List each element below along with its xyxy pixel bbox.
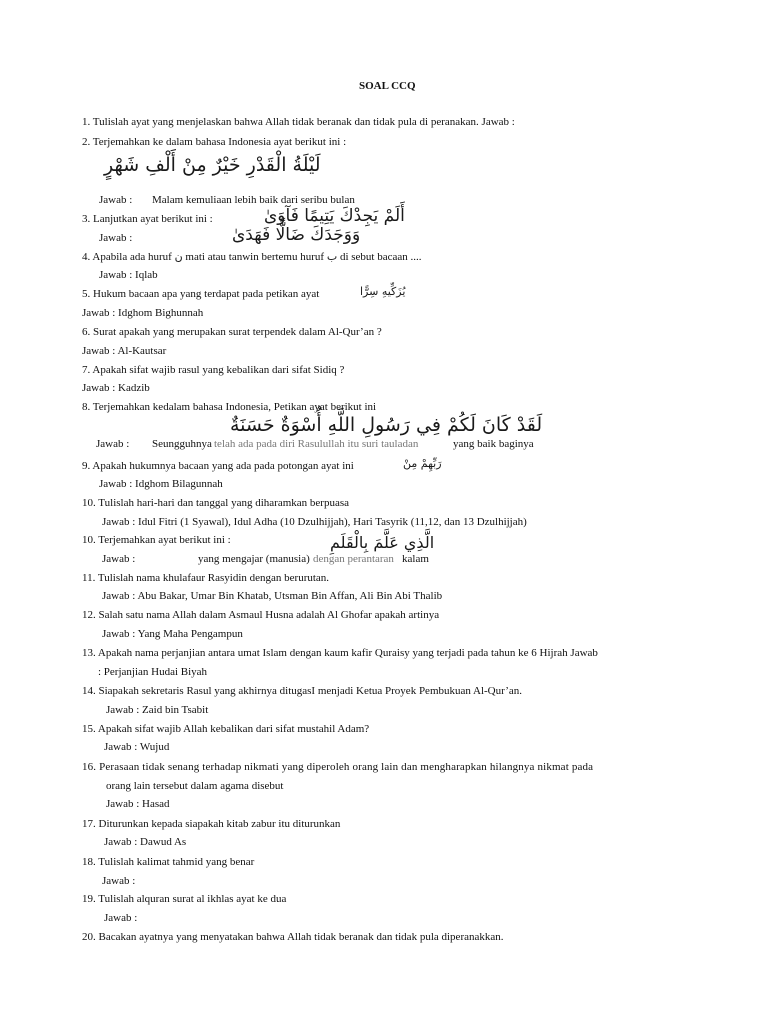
question-2: 2. Terjemahkan ke dalam bahasa Indonesia ayat berikut ini : [82, 136, 347, 148]
question-16-line1: 16. Perasaan tidak senang terhadap nikmati yang diperoleh orang lain dan mengharapkan hilangnya nikmat pada [82, 761, 594, 773]
answer-17: Jawab : Dawud As [104, 836, 187, 848]
answer-6: Jawab : Al-Kautsar [82, 345, 167, 357]
answer-3: Jawab : [99, 232, 133, 244]
question-10: 10. Tulislah hari-hari dan tanggal yang diharamkan berpuasa [82, 497, 349, 509]
answer-13: : Perjanjian Hudai Biyah [98, 666, 208, 678]
answer-12: Jawab : Yang Maha Pengampun [102, 628, 243, 640]
question-12: 12. Salah satu nama Allah dalam Asmaul Husna adalah Al Ghofar apakah artinya [82, 609, 440, 621]
arabic-letter-nun: ن [174, 250, 183, 263]
arabic-verse-5: يُزَكِّيهِ سِرًّا [360, 285, 406, 298]
question-3: 3. Lanjutkan ayat berikut ini : [82, 213, 213, 225]
document-title: SOAL CCQ [359, 80, 416, 92]
question-14: 14. Siapakah sekretaris Rasul yang akhirnya ditugasI menjadi Ketua Proyek Pembukuan Al-Qur’an. [82, 685, 522, 697]
answer-8-end: yang baik baginya [453, 438, 534, 450]
question-4-part1: 4. Apabila ada huruf [82, 251, 172, 263]
answer-10: Jawab : Idul Fitri (1 Syawal), Idul Adha (10 Dzulhijjah), Hari Tasyrik (11,12, dan 13 Dzulhijjah) [102, 516, 527, 528]
answer-8-start: Seungguhnya [152, 438, 212, 450]
answer-5: Jawab : Idghom Bighunnah [82, 307, 204, 319]
arabic-verse-3a: أَلَمْ يَجِدْكَ يَتِيمًا فَآوَىٰ [264, 206, 405, 226]
answer-4: Jawab : Iqlab [99, 269, 158, 281]
question-19: 19. Tulislah alquran surat al ikhlas ayat ke dua [82, 893, 287, 905]
arabic-verse-9: رَبِّهِمْ مِنْ [403, 457, 442, 470]
question-8: 8. Terjemahkan kedalam bahasa Indonesia, Petikan ayat berikut ini [82, 401, 377, 413]
answer-2: Malam kemuliaan lebih baik dari seribu bulan [152, 194, 355, 206]
answer-2-label: Jawab : [99, 194, 133, 206]
question-17: 17. Diturunkan kepada siapakah kitab zabur itu diturunkan [82, 818, 341, 830]
question-11: 11. Tulislah nama khulafaur Rasyidin dengan berurutan. [82, 572, 330, 584]
arabic-letter-ba: ب [326, 250, 338, 263]
question-4-part3: di sebut bacaan .... [339, 251, 422, 263]
answer-7: Jawab : Kadzib [82, 382, 150, 394]
question-20: 20. Bacakan ayatnya yang menyatakan bahwa Allah tidak beranak dan tidak pula diperanakkan. [82, 931, 504, 943]
arabic-verse-8: لَقَدْ كَانَ لَكُمْ فِي رَسُولِ اللَّهِ أُسْوَةٌ حَسَنَةٌ [226, 416, 546, 435]
question-1: 1. Tulislah ayat yang menjelaskan bahwa Allah tidak beranak dan tidak pula di peranakan. Jawab : [82, 116, 515, 128]
answer-10b-obscured: dengan perantaran [313, 553, 394, 565]
question-4-part2: mati atau tanwin bertemu huruf [185, 251, 325, 263]
arabic-verse-3b: وَوَجَدَكَ ضَالًّا فَهَدَىٰ [232, 225, 361, 245]
question-15: 15. Apakah sifat wajib Allah kebalikan dari sifat mustahil Adam? [82, 723, 370, 735]
answer-9: Jawab : Idghom Bilagunnah [99, 478, 223, 490]
question-6: 6. Surat apakah yang merupakan surat terpendek dalam Al-Qur’an ? [82, 326, 382, 338]
answer-15: Jawab : Wujud [104, 741, 170, 753]
answer-16: Jawab : Hasad [106, 798, 170, 810]
answer-19: Jawab : [104, 912, 138, 924]
question-18: 18. Tulislah kalimat tahmid yang benar [82, 856, 255, 868]
answer-8-obscured: telah ada pada diri Rasulullah itu suri tauladan [214, 438, 419, 450]
question-10b: 10. Terjemahkan ayat berikut ini : [82, 534, 231, 546]
answer-10b-text: yang mengajar (manusia) [198, 553, 310, 565]
arabic-verse-2: لَيْلَةُ الْقَدْرِ خَيْرٌ مِنْ أَلْفِ شَهْرٍ [104, 154, 321, 176]
answer-10b-label: Jawab : [102, 553, 136, 565]
answer-10b-end: kalam [402, 553, 429, 565]
answer-8-label: Jawab : [96, 438, 130, 450]
question-4 [82, 250, 422, 264]
answer-18: Jawab : [102, 875, 136, 887]
answer-14: Jawab : Zaid bin Tsabit [106, 704, 209, 716]
question-7: 7. Apakah sifat wajib rasul yang kebalikan dari sifat Sidiq ? [82, 364, 345, 376]
question-13: 13. Apakah nama perjanjian antara umat Islam dengan kaum kafir Quraisy yang terjadi pada tahun ke 6 Hijrah Jawab [82, 647, 598, 659]
question-16-line2: orang lain tersebut dalam agama disebut [106, 780, 284, 792]
answer-11: Jawab : Abu Bakar, Umar Bin Khatab, Utsman Bin Affan, Ali Bin Abi Thalib [102, 590, 443, 602]
question-9: 9. Apakah hukumnya bacaan yang ada pada potongan ayat ini [82, 460, 354, 472]
arabic-verse-10b: الَّذِي عَلَّمَ بِالْقَلَمِ [330, 533, 435, 552]
question-5: 5. Hukum bacaan apa yang terdapat pada petikan ayat [82, 288, 320, 300]
